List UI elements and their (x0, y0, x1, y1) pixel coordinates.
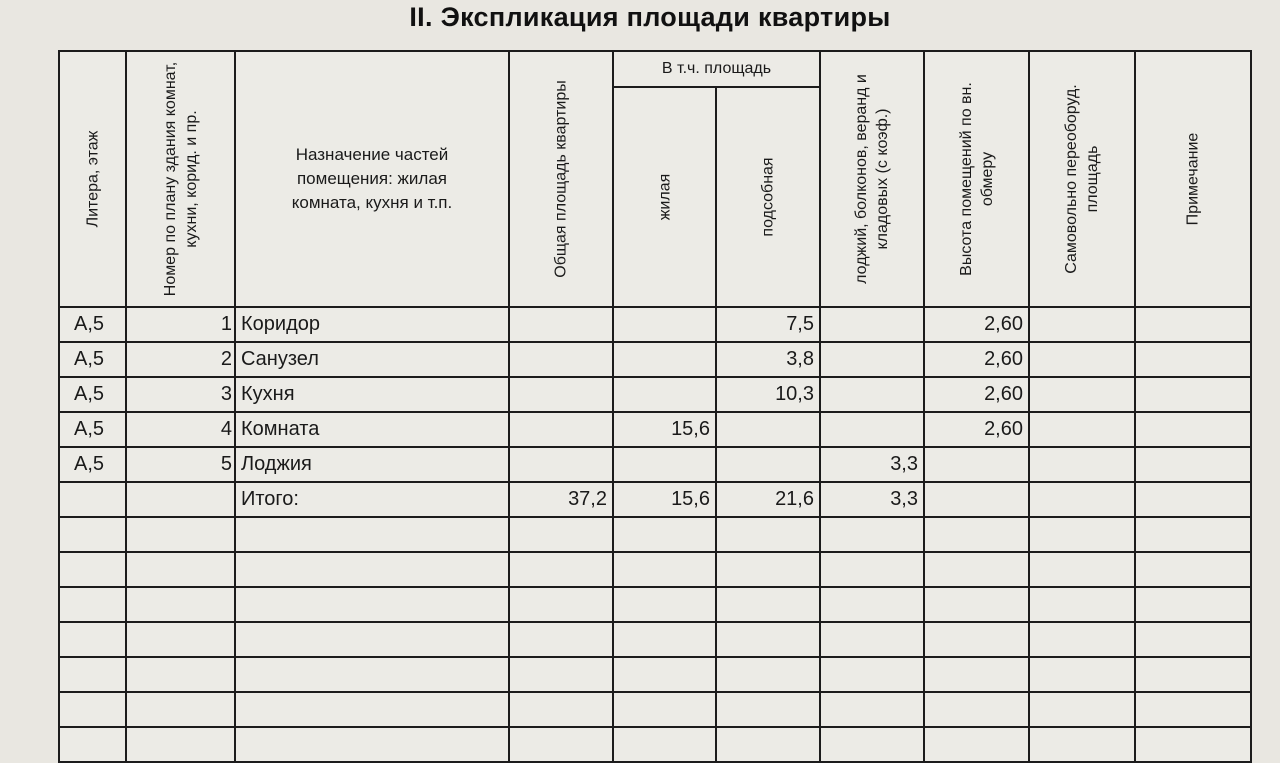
total-area-value: 37,2 (509, 482, 613, 517)
cell-total (509, 342, 613, 377)
cell-note (1135, 377, 1251, 412)
empty-row (59, 657, 1251, 692)
cell-name: Коридор (235, 307, 509, 342)
cell-litera: А,5 (59, 342, 126, 377)
cell-note (1135, 307, 1251, 342)
cell-note (1135, 447, 1251, 482)
cell-living (613, 307, 716, 342)
cell-height: 2,60 (924, 342, 1029, 377)
cell-unauthorized (1029, 412, 1135, 447)
header-litera: Литера, этаж (59, 51, 126, 307)
cell-height (924, 482, 1029, 517)
cell-height: 2,60 (924, 412, 1029, 447)
header-note: Примечание (1135, 51, 1251, 307)
empty-row (59, 552, 1251, 587)
table-row (59, 342, 1251, 377)
cell-name: Комната (235, 412, 509, 447)
cell-note (1135, 342, 1251, 377)
empty-row (59, 517, 1251, 552)
cell-aux: 3,8 (716, 342, 820, 377)
total-row (59, 482, 1251, 517)
header-height: Высота помещений по вн. обмеру (924, 51, 1029, 307)
cell-living (613, 342, 716, 377)
total-aux-value: 21,6 (716, 482, 820, 517)
cell-total (509, 412, 613, 447)
total-loggia-value: 3,3 (820, 482, 924, 517)
cell-living (613, 377, 716, 412)
table-row (59, 412, 1251, 447)
total-living-value: 15,6 (613, 482, 716, 517)
cell-loggia (820, 342, 924, 377)
header-loggias: лоджий, болконов, веранд и кладовых (с коэф.) (820, 51, 924, 307)
cell-name: Кухня (235, 377, 509, 412)
cell-litera: А,5 (59, 412, 126, 447)
cell-total (509, 377, 613, 412)
page-title: II. Экспликация площади квартиры (409, 2, 891, 32)
explication-table (58, 50, 1252, 763)
table-row (59, 307, 1251, 342)
cell-aux (716, 447, 820, 482)
cell-name: Санузел (235, 342, 509, 377)
table-row (59, 377, 1251, 412)
cell-loggia (820, 412, 924, 447)
cell-aux (716, 412, 820, 447)
header-number: Номер по плану здания комнат, кухни, корид. и пр. (126, 51, 235, 307)
table-row (59, 447, 1251, 482)
cell-number (126, 482, 235, 517)
cell-note (1135, 412, 1251, 447)
total-label: Итого: (235, 482, 509, 517)
cell-living: 15,6 (613, 412, 716, 447)
cell-unauthorized (1029, 342, 1135, 377)
cell-number: 2 (126, 342, 235, 377)
cell-loggia: 3,3 (820, 447, 924, 482)
empty-row (59, 727, 1251, 762)
cell-number: 1 (126, 307, 235, 342)
cell-aux: 10,3 (716, 377, 820, 412)
cell-height: 2,60 (924, 377, 1029, 412)
cell-number: 5 (126, 447, 235, 482)
cell-height (924, 447, 1029, 482)
empty-row (59, 587, 1251, 622)
cell-name: Лоджия (235, 447, 509, 482)
cell-aux: 7,5 (716, 307, 820, 342)
cell-loggia (820, 307, 924, 342)
empty-row (59, 622, 1251, 657)
cell-unauthorized (1029, 447, 1135, 482)
cell-note (1135, 482, 1251, 517)
cell-living (613, 447, 716, 482)
cell-number: 4 (126, 412, 235, 447)
cell-height: 2,60 (924, 307, 1029, 342)
header-incl-area: В т.ч. площадь (613, 51, 820, 87)
cell-litera: А,5 (59, 307, 126, 342)
cell-unauthorized (1029, 307, 1135, 342)
header-purpose: Назначение частей помещения: жилая комната, кухня и т.п. (235, 51, 509, 307)
empty-row (59, 692, 1251, 727)
cell-unauthorized (1029, 377, 1135, 412)
cell-total (509, 307, 613, 342)
cell-total (509, 447, 613, 482)
cell-litera (59, 482, 126, 517)
header-auxiliary: подсобная (716, 87, 820, 307)
cell-number: 3 (126, 377, 235, 412)
header-living: жилая (613, 87, 716, 307)
cell-loggia (820, 377, 924, 412)
header-unauthorized: Самовольно переоборуд. площадь (1029, 51, 1135, 307)
cell-litera: А,5 (59, 447, 126, 482)
cell-unauthorized (1029, 482, 1135, 517)
header-total-area: Общая площадь квартиры (509, 51, 613, 307)
cell-litera: А,5 (59, 377, 126, 412)
